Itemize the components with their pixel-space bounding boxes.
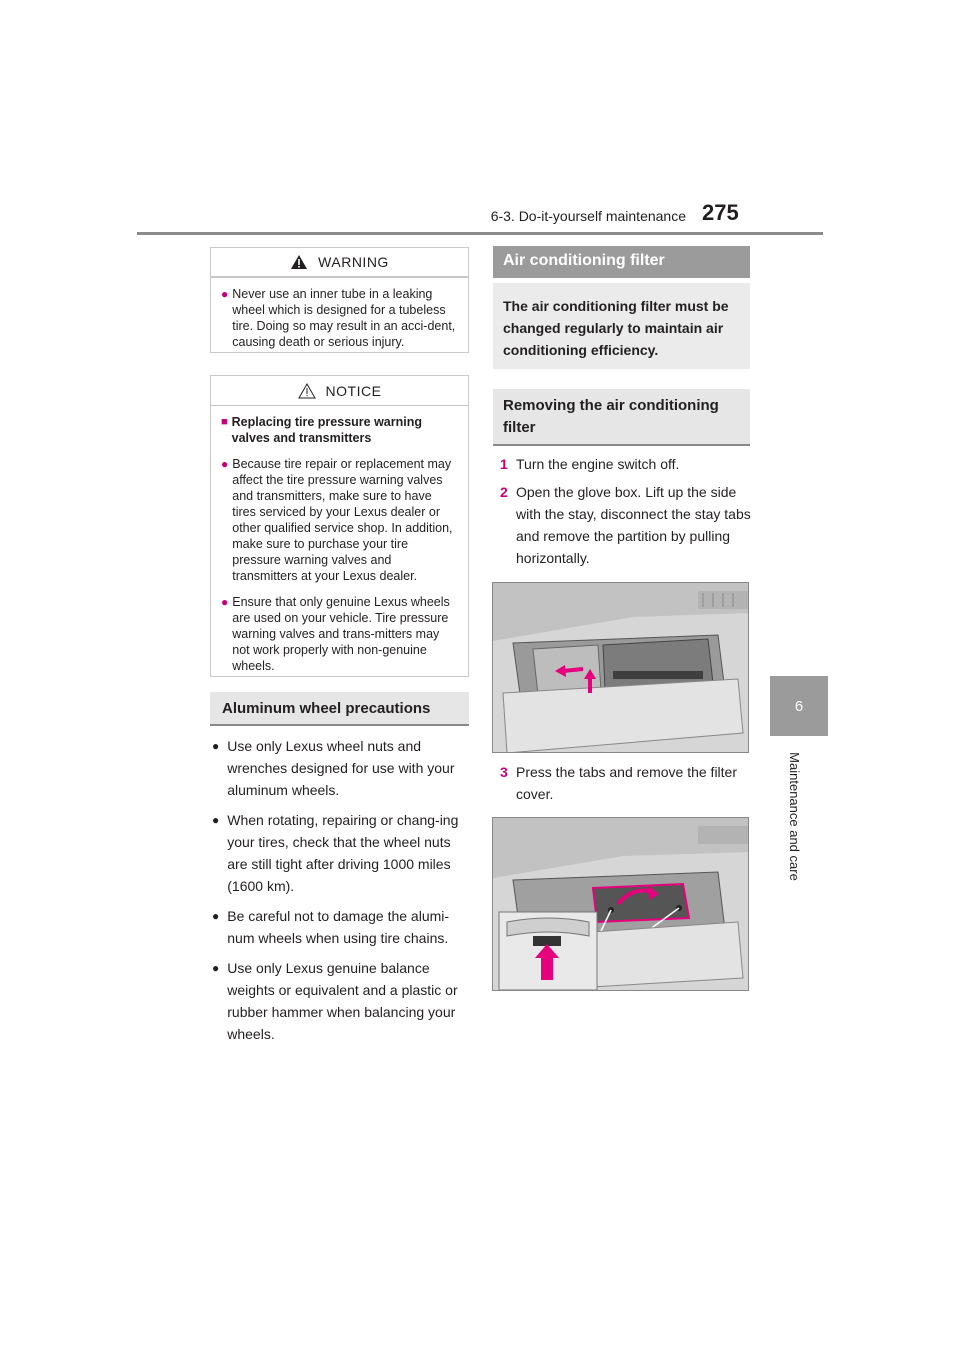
step-number: 2	[500, 484, 508, 500]
steps-list	[500, 453, 752, 575]
list-item-text: When rotating, repairing or chang-ing your tires, check that the wheel nuts are still tight after driving 1000 miles (1600 km).	[227, 812, 459, 894]
warning-box	[210, 247, 469, 353]
warning-triangle-icon	[290, 254, 308, 270]
step-item	[500, 761, 752, 805]
glove-box-illustration	[492, 582, 749, 753]
notice-item	[221, 594, 458, 674]
list-item-text: Use only Lexus genuine balance weights or equivalent and a plastic or rubber hammer when balancing your wheels.	[227, 960, 458, 1042]
notice-subheading-row	[221, 414, 458, 446]
header-rule	[137, 232, 823, 235]
notice-triangle-icon	[298, 383, 316, 399]
chapter-tab: 6	[770, 676, 828, 736]
list-item	[212, 809, 474, 897]
aluminum-bullets	[212, 735, 474, 1053]
remove-filter-heading: Removing the air conditioning filter	[493, 389, 750, 446]
notice-title: NOTICE	[325, 382, 382, 399]
bullet-dot-icon: ●	[212, 813, 220, 827]
bullet-dot-icon: ●	[221, 287, 229, 301]
list-item	[212, 735, 474, 801]
aluminum-heading: Aluminum wheel precautions	[210, 692, 469, 726]
chapter-label-text: Maintenance and care	[786, 751, 802, 881]
filter-cover-drawing	[493, 818, 749, 991]
filter-cover-illustration	[492, 817, 749, 991]
notice-box	[210, 375, 469, 677]
list-item-text: Be careful not to damage the alumi-num wheels when using tire chains.	[227, 908, 450, 946]
bullet-dot-icon: ●	[221, 595, 229, 609]
bullet-dot-icon: ●	[212, 909, 220, 923]
chapter-label	[782, 745, 806, 887]
bullet-dot-icon: ●	[221, 457, 229, 471]
warning-title-bar	[211, 248, 468, 278]
glove-box-drawing	[493, 583, 749, 753]
steps-list-continued	[500, 761, 752, 811]
notice-subheading: Replacing tire pressure warning valves and transmitters	[231, 415, 422, 445]
ac-filter-heading: Air conditioning filter	[493, 246, 750, 278]
list-item-text: Use only Lexus wheel nuts and wrenches designed for use with your aluminum wheels.	[227, 738, 455, 798]
step-text: Press the tabs and remove the filter cover.	[516, 764, 737, 802]
warning-item-text: Never use an inner tube in a leaking wheel which is designed for a tubeless tire. Doing so may result in an acci-dent, causing death or serious injury.	[232, 287, 456, 349]
notice-item-text: Ensure that only genuine Lexus wheels are used on your vehicle. Tire pressure warning valves and trans-mitters may not work properly with non-genuine wheels.	[232, 595, 450, 673]
warning-item	[221, 286, 458, 350]
step-item	[500, 453, 752, 475]
square-marker-icon: ■	[221, 416, 228, 428]
list-item	[212, 905, 474, 949]
warning-title: WARNING	[318, 254, 389, 270]
warning-body	[211, 278, 468, 350]
ac-filter-intro: The air conditioning filter must be changed regularly to maintain air conditioning efficiency.	[493, 283, 750, 369]
bullet-dot-icon: ●	[212, 739, 220, 753]
step-number: 3	[500, 764, 508, 780]
step-number: 1	[500, 456, 508, 472]
step-text: Turn the engine switch off.	[516, 456, 680, 472]
step-text: Open the glove box. Lift up the side with the stay, disconnect the stay tabs and remove the partition by pulling horizontally.	[516, 484, 751, 566]
notice-body	[211, 406, 468, 674]
header-section-title: 6-3. Do-it-yourself maintenance	[490, 208, 686, 224]
bullet-dot-icon: ●	[212, 961, 220, 975]
notice-title-bar	[211, 376, 468, 406]
list-item	[212, 957, 474, 1045]
step-item	[500, 481, 752, 569]
notice-item	[221, 456, 458, 584]
page-number: 275	[702, 200, 739, 225]
notice-item-text: Because tire repair or replacement may affect the tire pressure warning valves and transmitters, make sure to have tires serviced by your Lexus dealer or other qualified service shop. In addition, make sure to purchase your tire pressure warning valves and transmitters at your Lexus dealer.	[232, 457, 453, 583]
